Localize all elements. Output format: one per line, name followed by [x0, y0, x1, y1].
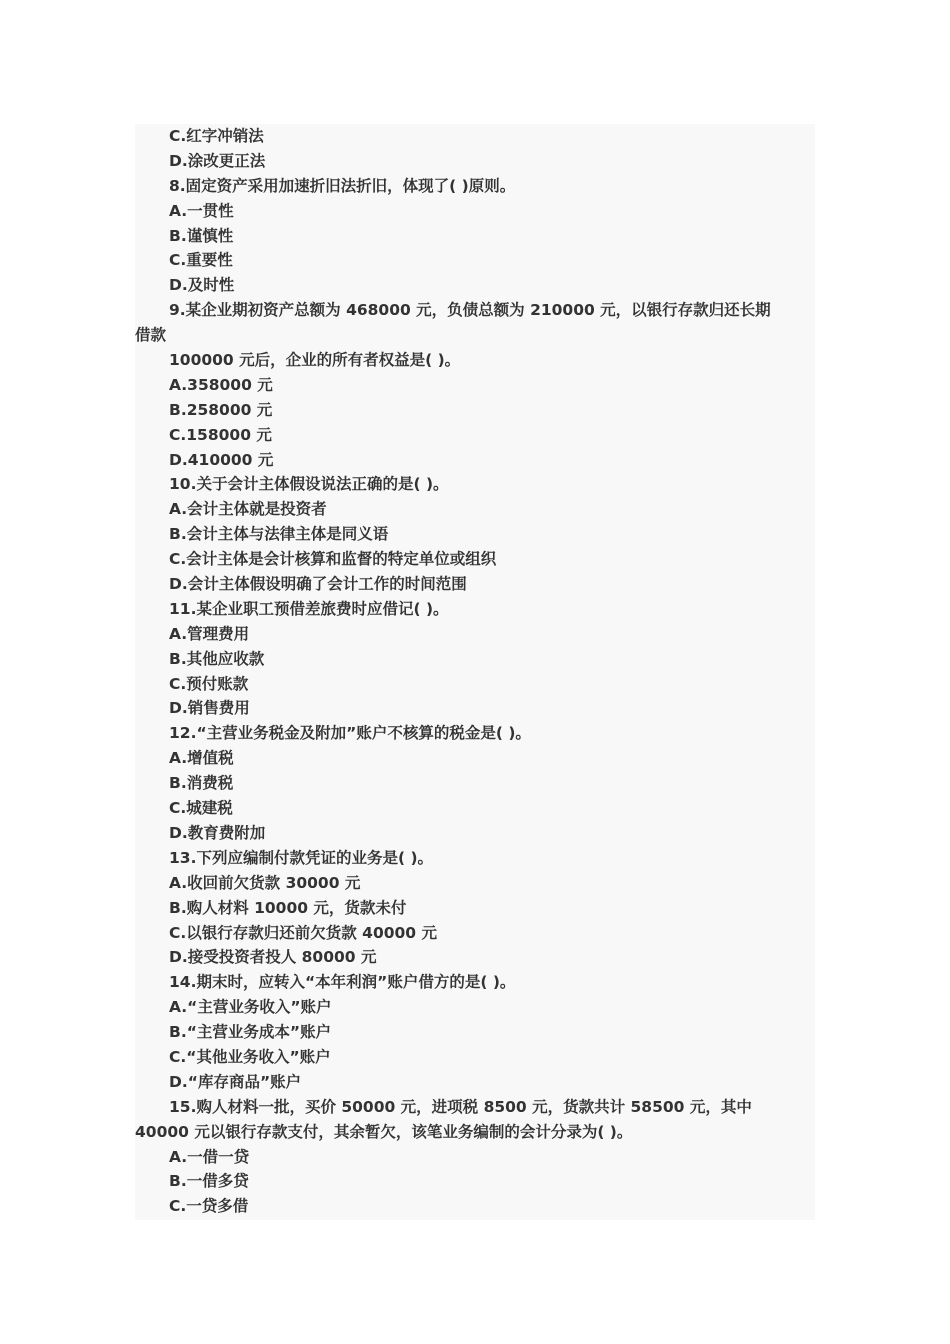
document-line: A.管理费用	[169, 624, 250, 643]
document-line: A.一贯性	[169, 201, 234, 220]
document-line: 9.某企业期初资产总额为 468000 元，负债总额为 210000 元，以银行存款归还长期	[169, 301, 771, 320]
document-line: C.城建税	[169, 799, 233, 818]
document-line: D.410000 元	[169, 450, 274, 469]
document-line: 40000 元以银行存款支付，其余暂欠，该笔业务编制的会计分录为( )。	[135, 1122, 633, 1141]
document-line: D.涂改更正法	[169, 151, 266, 170]
document-line: B.会计主体与法律主体是同义语	[169, 525, 389, 544]
document-line: D.销售费用	[169, 699, 250, 718]
document-line: A.会计主体就是投资者	[169, 500, 327, 519]
document-line: B.258000 元	[169, 400, 273, 419]
document-line: 13.下列应编制付款凭证的业务是( )。	[169, 848, 434, 867]
document-line: B.一借多贷	[169, 1172, 249, 1191]
document-line: 借款	[135, 326, 167, 345]
document-line: A.一借一贷	[169, 1147, 250, 1166]
document-line: D.接受投资者投人 80000 元	[169, 948, 377, 967]
document-line: 11.某企业职工预借差旅费时应借记( )。	[169, 599, 449, 618]
document-line: B.消费税	[169, 774, 234, 793]
document-line: 10.关于会计主体假设说法正确的是( )。	[169, 475, 449, 494]
document-line: 8.固定资产采用加速折旧法折旧，体现了( )原则。	[169, 176, 516, 195]
document-content	[135, 124, 815, 1219]
document-line: C.会计主体是会计核算和监督的特定单位或组织	[169, 550, 497, 569]
document-line: C.以银行存款归还前欠货款 40000 元	[169, 923, 437, 942]
document-line: C.一贷多借	[169, 1197, 249, 1216]
document-line: D.教育费附加	[169, 823, 266, 842]
document-line: D.“库存商品”账户	[169, 1072, 302, 1091]
document-line: C.“其他业务收入”账户	[169, 1047, 331, 1066]
document-line: A.“主营业务收入”账户	[169, 998, 332, 1017]
document-line: C.红字冲销法	[169, 127, 264, 145]
document-line: D.及时性	[169, 276, 235, 295]
document-line: C.预付账款	[169, 674, 249, 693]
document-line: 100000 元后，企业的所有者权益是( )。	[169, 351, 461, 370]
document-line: B.其他应收款	[169, 649, 265, 668]
document-text-block	[135, 124, 815, 1220]
document-line: 15.购人材料一批，买价 50000 元，进项税 8500 元，货款共计 58500 元，其中	[169, 1097, 752, 1116]
document-line: B.购人材料 10000 元，货款未付	[169, 898, 407, 917]
document-line: 14.期末时，应转入“本年利润”账户借方的是( )。	[169, 973, 516, 992]
document-line: B.“主营业务成本”账户	[169, 1023, 332, 1042]
document-line: D.会计主体假设明确了会计工作的时间范围	[169, 575, 467, 594]
document-line: A.收回前欠货款 30000 元	[169, 873, 361, 892]
document-line: A.358000 元	[169, 375, 273, 394]
document-line: B.谨慎性	[169, 226, 234, 245]
document-line: A.增值税	[169, 749, 234, 768]
document-line: C.重要性	[169, 251, 233, 270]
document-line: 12.“主营业务税金及附加”账户不核算的税金是( )。	[169, 724, 531, 743]
document-line: C.158000 元	[169, 425, 272, 444]
